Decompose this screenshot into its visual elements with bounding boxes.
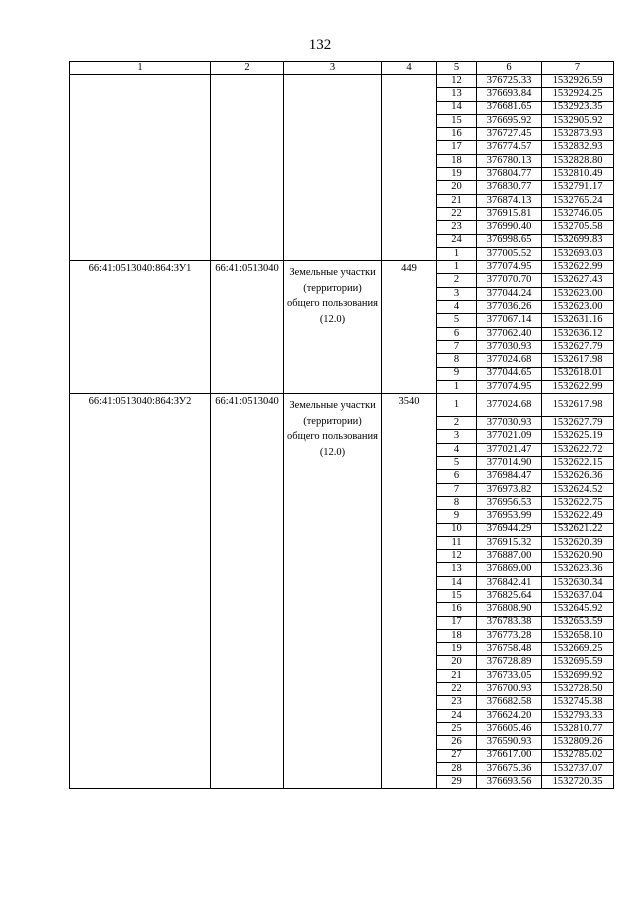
coord-x: 377062.40 [477,327,542,340]
point-number: 1 [437,394,477,417]
point-number: 9 [437,367,477,380]
coord-y: 1532637.04 [542,589,614,602]
coord-y: 1532923.35 [542,101,614,114]
coord-x: 377005.52 [477,247,542,260]
point-number: 5 [437,314,477,327]
parcel-cadastral-number: 66:41:0513040:864:ЗУ1 [70,261,211,394]
point-number: 12 [437,550,477,563]
coord-x: 377070.70 [477,274,542,287]
coord-x: 376727.45 [477,128,542,141]
coord-x: 377014.90 [477,457,542,470]
coord-x: 376733.05 [477,669,542,682]
coord-x: 377074.95 [477,261,542,274]
column-header: 3 [284,62,382,75]
point-number: 14 [437,576,477,589]
point-number: 24 [437,709,477,722]
point-number: 3 [437,287,477,300]
coord-x: 376830.77 [477,181,542,194]
page-number: 132 [308,37,332,53]
point-number: 7 [437,340,477,353]
coord-y: 1532627.43 [542,274,614,287]
parcel-permitted-use: Земельные участки (территории) общего пользования (12.0) [284,261,382,394]
point-number: 20 [437,656,477,669]
coord-y: 1532810.77 [542,722,614,735]
point-number: 10 [437,523,477,536]
point-number: 2 [437,417,477,430]
coord-x: 377067.14 [477,314,542,327]
coord-y: 1532746.05 [542,207,614,220]
coord-x: 376695.92 [477,114,542,127]
coord-x: 376681.65 [477,101,542,114]
point-number: 8 [437,496,477,509]
coord-y: 1532625.19 [542,430,614,443]
coord-x: 376758.48 [477,643,542,656]
coord-y: 1532791.17 [542,181,614,194]
parcel-block-number: 66:41:0513040 [211,261,284,394]
block-cell [211,75,284,261]
point-number: 29 [437,776,477,789]
coord-x: 376774.57 [477,141,542,154]
point-number: 16 [437,603,477,616]
coord-y: 1532620.90 [542,550,614,563]
use-cell [284,75,382,261]
coord-x: 376998.65 [477,234,542,247]
point-number: 4 [437,301,477,314]
coord-x: 376990.40 [477,221,542,234]
coord-x: 377024.68 [477,394,542,417]
coord-y: 1532622.99 [542,261,614,274]
coord-y: 1532699.83 [542,234,614,247]
parcel-area: 449 [382,261,437,394]
point-number: 4 [437,443,477,456]
coord-x: 376984.47 [477,470,542,483]
point-number: 16 [437,128,477,141]
point-number: 8 [437,354,477,367]
coord-x: 376682.58 [477,696,542,709]
point-number: 17 [437,141,477,154]
coord-y: 1532705.58 [542,221,614,234]
coord-y: 1532622.49 [542,510,614,523]
coord-x: 376808.90 [477,603,542,616]
coord-x: 376915.81 [477,207,542,220]
coord-y: 1532631.16 [542,314,614,327]
table-body [70,62,614,789]
coord-x: 377044.65 [477,367,542,380]
coord-y: 1532620.39 [542,536,614,549]
point-number: 24 [437,234,477,247]
column-header: 2 [211,62,284,75]
coord-y: 1532926.59 [542,75,614,88]
point-number: 25 [437,722,477,735]
coord-x: 377036.26 [477,301,542,314]
coord-x: 377044.24 [477,287,542,300]
point-number: 5 [437,457,477,470]
column-header: 1 [70,62,211,75]
point-number: 22 [437,683,477,696]
coord-x: 377074.95 [477,380,542,393]
coord-x: 376675.36 [477,762,542,775]
coord-x: 376590.93 [477,736,542,749]
coord-x: 376617.00 [477,749,542,762]
coord-y: 1532693.03 [542,247,614,260]
coord-y: 1532765.24 [542,194,614,207]
coord-x: 376728.89 [477,656,542,669]
coord-y: 1532623.00 [542,287,614,300]
coord-y: 1532695.59 [542,656,614,669]
column-header: 5 [437,62,477,75]
point-number: 18 [437,629,477,642]
coord-x: 377021.47 [477,443,542,456]
coord-x: 376700.93 [477,683,542,696]
point-number: 3 [437,430,477,443]
coord-x: 376915.32 [477,536,542,549]
coord-y: 1532699.92 [542,669,614,682]
coord-x: 376693.84 [477,88,542,101]
point-number: 23 [437,221,477,234]
coord-y: 1532617.98 [542,354,614,367]
coord-y: 1532737.07 [542,762,614,775]
coord-x: 376804.77 [477,168,542,181]
coord-y: 1532624.52 [542,483,614,496]
point-number: 17 [437,616,477,629]
coord-y: 1532627.79 [542,340,614,353]
header-row [70,62,614,75]
point-number: 15 [437,589,477,602]
coordinates-table [69,61,614,789]
coord-y: 1532645.92 [542,603,614,616]
point-number: 13 [437,563,477,576]
coord-y: 1532810.49 [542,168,614,181]
parcel-area: 3540 [382,394,437,789]
coord-x: 376874.13 [477,194,542,207]
coord-x: 377024.68 [477,354,542,367]
point-number: 12 [437,75,477,88]
coord-x: 376973.82 [477,483,542,496]
coord-y: 1532622.99 [542,380,614,393]
column-header: 7 [542,62,614,75]
column-header: 6 [477,62,542,75]
coord-x: 376773.28 [477,629,542,642]
coord-y: 1532623.00 [542,301,614,314]
point-number: 27 [437,749,477,762]
coord-y: 1532924.25 [542,88,614,101]
point-number: 23 [437,696,477,709]
point-number: 6 [437,327,477,340]
point-number: 21 [437,194,477,207]
coord-y: 1532621.22 [542,523,614,536]
point-number: 1 [437,247,477,260]
point-number: 20 [437,181,477,194]
coord-y: 1532627.79 [542,417,614,430]
point-number: 7 [437,483,477,496]
coord-y: 1532809.26 [542,736,614,749]
table-row [70,394,614,417]
coord-y: 1532728.50 [542,683,614,696]
coord-x: 376869.00 [477,563,542,576]
coord-y: 1532793.33 [542,709,614,722]
coord-x: 376953.99 [477,510,542,523]
point-number: 1 [437,261,477,274]
table-row [70,75,614,88]
coord-y: 1532636.12 [542,327,614,340]
point-number: 14 [437,101,477,114]
coord-x: 376944.29 [477,523,542,536]
coord-y: 1532622.75 [542,496,614,509]
coord-x: 376624.20 [477,709,542,722]
coord-x: 376780.13 [477,154,542,167]
parcel-cadastral-number: 66:41:0513040:864:ЗУ2 [70,394,211,789]
coord-y: 1532618.01 [542,367,614,380]
coord-x: 377030.93 [477,417,542,430]
coord-x: 376725.33 [477,75,542,88]
coord-x: 376887.00 [477,550,542,563]
coord-y: 1532785.02 [542,749,614,762]
coord-x: 376956.53 [477,496,542,509]
point-number: 15 [437,114,477,127]
coord-x: 376842.41 [477,576,542,589]
coord-y: 1532653.59 [542,616,614,629]
coord-y: 1532623.36 [542,563,614,576]
area-cell [382,75,437,261]
point-number: 22 [437,207,477,220]
coord-x: 376605.46 [477,722,542,735]
point-number: 6 [437,470,477,483]
coord-y: 1532626.36 [542,470,614,483]
coord-y: 1532622.15 [542,457,614,470]
coord-x: 376783.38 [477,616,542,629]
point-number: 9 [437,510,477,523]
table-row [70,261,614,274]
point-number: 19 [437,168,477,181]
column-header: 4 [382,62,437,75]
point-number: 13 [437,88,477,101]
coord-y: 1532630.34 [542,576,614,589]
point-number: 2 [437,274,477,287]
coord-y: 1532828.80 [542,154,614,167]
cadastral-number-cell [70,75,211,261]
coord-y: 1532720.35 [542,776,614,789]
coord-y: 1532873.93 [542,128,614,141]
parcel-block-number: 66:41:0513040 [211,394,284,789]
point-number: 19 [437,643,477,656]
point-number: 11 [437,536,477,549]
coord-x: 377021.09 [477,430,542,443]
coord-y: 1532622.72 [542,443,614,456]
coord-y: 1532832.93 [542,141,614,154]
point-number: 28 [437,762,477,775]
point-number: 18 [437,154,477,167]
coord-y: 1532905.92 [542,114,614,127]
coord-x: 376693.56 [477,776,542,789]
coord-y: 1532745.38 [542,696,614,709]
point-number: 26 [437,736,477,749]
parcel-permitted-use: Земельные участки (территории) общего пользования (12.0) [284,394,382,789]
point-number: 21 [437,669,477,682]
point-number: 1 [437,380,477,393]
coord-y: 1532617.98 [542,394,614,417]
coord-x: 377030.93 [477,340,542,353]
coord-x: 376825.64 [477,589,542,602]
coord-y: 1532669.25 [542,643,614,656]
coord-y: 1532658.10 [542,629,614,642]
